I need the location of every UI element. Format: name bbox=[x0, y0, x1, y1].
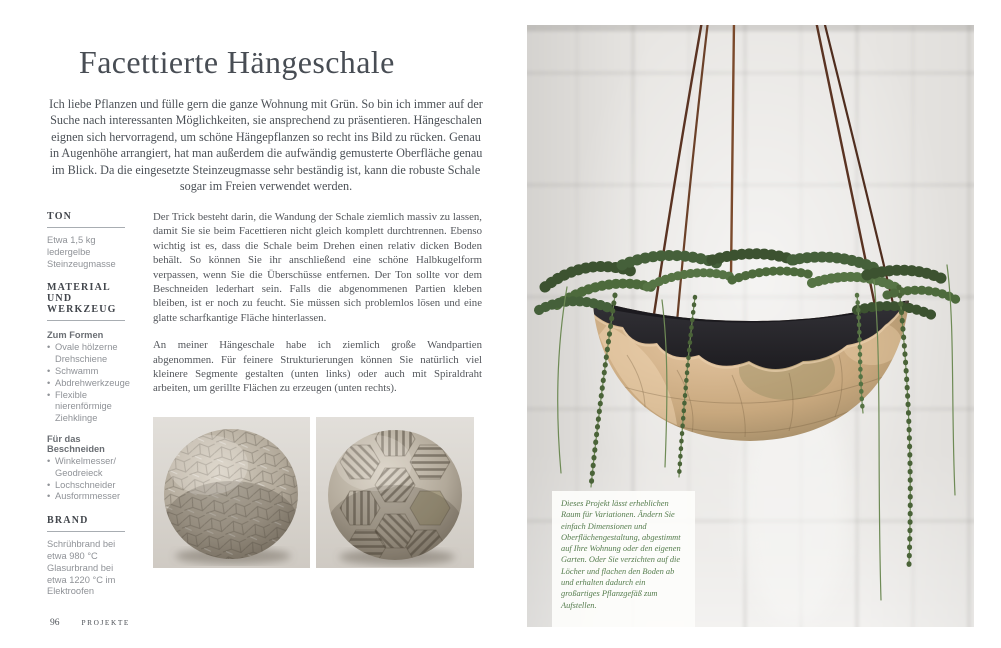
sidebar-section-ton bbox=[47, 211, 125, 270]
sidebar-subhead-cutting: Für das Beschneiden bbox=[47, 433, 105, 454]
body-paragraph-1: Der Trick besteht darin, die Wandung der Schale ziemlich massiv zu lassen, damit Sie sie beim Facettieren nicht gleich komplett durchtrennen. Ebenso wichtig ist es, dass die Schale beim Drehen einen relativ dicken Boden behält. So können Sie ihr anschließend eine schöne Halbkugelform verpassen, wenn Sie die Überschüsse entfernen. Der Ton sollte vor dem Beschneiden lederhart sein. Falls die abgenommenen Partien kleben bleiben, ist er noch zu feucht. Sie müssen sich problemlos lösen und eine glatte scharfkantige Fläche hinterlassen. bbox=[153, 211, 482, 324]
list-item: • Schwamm bbox=[47, 366, 125, 378]
leather-cords bbox=[651, 25, 901, 339]
variation-note-box: Dieses Projekt lässt erheblichen Raum für Variationen. Ändern Sie einfach Dimensionen und Oberflächengestaltung, abgestimmt auf Ihre Wohnung oder den eigenen Garten. Oder Sie verzichten auf die Löcher und flachen den Boden ab und erhalten dadurch ein großartiges Pflanzgefäß zum Aufstellen. bbox=[552, 491, 695, 627]
sidebar-heading-ton: TON bbox=[47, 211, 125, 228]
forming-tools-list bbox=[47, 342, 130, 425]
sidebar-section-brand bbox=[47, 515, 125, 598]
page-title: Facettierte Hängeschale bbox=[79, 44, 395, 80]
materials-sidebar bbox=[47, 211, 130, 610]
sidebar-subhead-forming: Zum Formen bbox=[47, 330, 104, 341]
folio-section-label: PROJEKTE bbox=[81, 618, 130, 627]
page-folio bbox=[50, 612, 130, 630]
cutting-tools-list bbox=[47, 456, 125, 503]
sidebar-section-material bbox=[47, 282, 130, 503]
detail-photos-row bbox=[153, 417, 474, 568]
list-item: • Lochschneider bbox=[47, 480, 125, 492]
main-text-column bbox=[153, 210, 482, 396]
body-paragraph-2: An meiner Hängeschale habe ich ziemlich große Wandpartien abgenommen. Für feinere Strukturierungen können Sie natürlich viel kleinere Segmente gestalten (unten links) oder auch mit Spiraldraht arbeiten, um gerillte Flächen zu erzeugen (unten rechts). bbox=[153, 339, 482, 395]
list-item: • Ovale hölzerne Drehschiene bbox=[47, 342, 125, 366]
list-item: • Abdrehwerkzeuge bbox=[47, 378, 125, 390]
page-number: 96 bbox=[50, 618, 60, 628]
list-item: • Ausformmesser bbox=[47, 491, 125, 503]
list-item: • Winkelmesser/ Geodreieck bbox=[47, 456, 125, 480]
detail-photo-fine-facets bbox=[153, 417, 310, 568]
sidebar-body-brand: Schrühbrand bei etwa 980 °C Glasurbrand bei etwa 1220 °C im Elektroofen bbox=[47, 539, 116, 597]
sidebar-heading-material: MATERIAL UND WERKZEUG bbox=[47, 282, 125, 321]
sidebar-body-ton: Etwa 1,5 kg ledergelbe Steinzeugmasse bbox=[47, 235, 116, 269]
intro-paragraph: Ich liebe Pflanzen und fülle gern die ganze Wohnung mit Grün. So bin ich immer auf der Suche nach interessanten Möglichkeiten, sie ansprechend zu präsentieren. Hängeschalen eignen sich hervorragend, um schöne Hängepflanzen so recht ins Bild zu rücken. Genau in Augenhöhe arrangiert, hat man außerdem die aufwändig gemusterte Oberfläche genau im Blick. Da die eingesetzte Steinzeugmasse sehr beständig ist, kann die robuste Schale sogar im Freien verwendet werden. bbox=[49, 97, 483, 194]
hanging-planter-photo bbox=[527, 25, 974, 627]
list-item: • Flexible nierenförmige Ziehklinge bbox=[47, 390, 125, 425]
detail-photo-grooved-facets bbox=[316, 417, 474, 568]
sidebar-heading-brand: BRAND bbox=[47, 515, 125, 532]
